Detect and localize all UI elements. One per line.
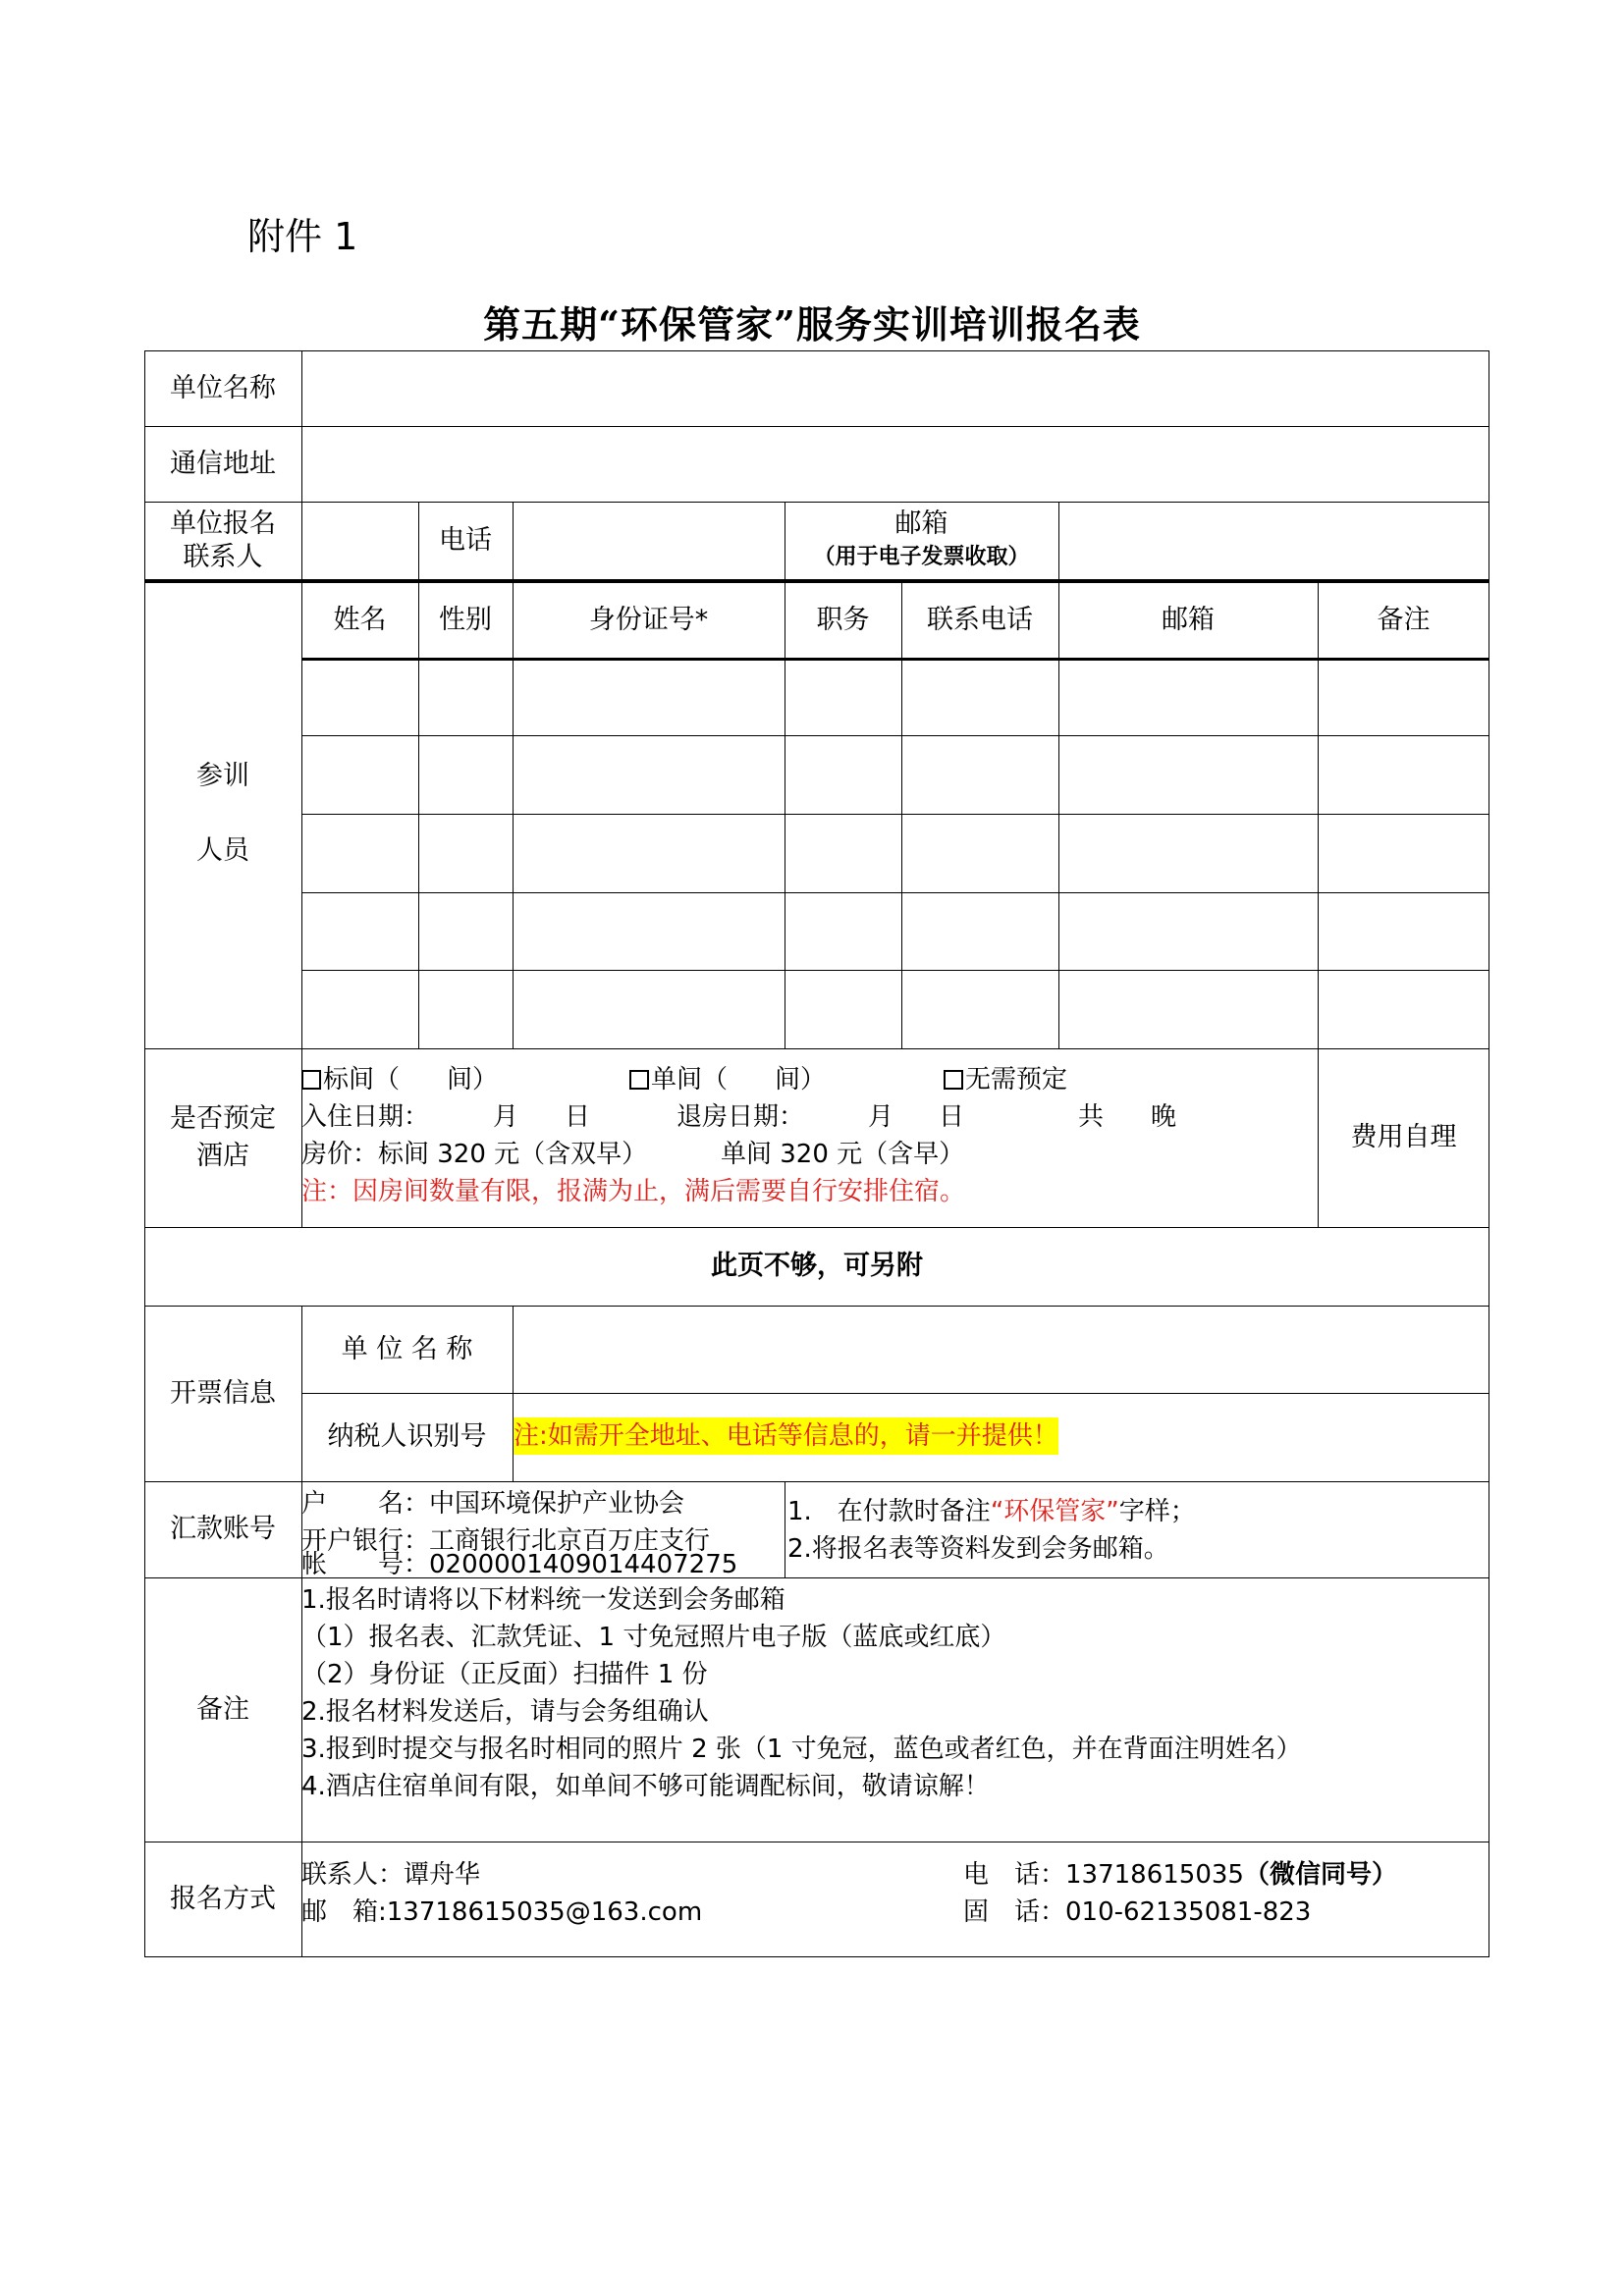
column-header-phone: 联系电话 [927, 605, 1033, 635]
address-field[interactable] [301, 426, 1489, 502]
payment-instruction-2: 2.将报名表等资料发到会务邮箱。 [787, 1534, 1169, 1564]
remark-line: 4.酒店住宿单间有限，如单间不够可能调配标间，敬请谅解！ [301, 1772, 990, 1801]
column-header-position: 职务 [816, 605, 870, 635]
hotel-label [144, 1048, 301, 1227]
standard-room-option[interactable] [301, 1061, 498, 1098]
invoice-unit-name-label: 单 位 名 称 [341, 1333, 473, 1364]
participants-label-line2: 人员 [196, 835, 249, 866]
single-room-option[interactable] [629, 1061, 826, 1098]
checkout-date-label: 退房日期： [677, 1102, 805, 1132]
column-header-email: 邮箱 [1162, 605, 1215, 635]
unit-name-label: 单位名称 [170, 372, 276, 403]
unit-name-field[interactable] [301, 350, 1489, 426]
single-room-checkbox[interactable] [629, 1070, 649, 1090]
remark-line: （2）身份证（正反面）扫描件 1 份 [301, 1660, 708, 1689]
participants-label [144, 579, 301, 1048]
contact-person-field[interactable] [301, 502, 418, 579]
registration-contact: 联系人：谭舟华 [301, 1860, 481, 1890]
phone-field[interactable] [513, 502, 785, 579]
hotel-availability-note: 注：因房间数量有限，报满为止，满后需要自行安排住宿。 [301, 1177, 966, 1206]
taxpayer-id-label: 纳税人识别号 [327, 1421, 487, 1452]
no-booking-checkbox[interactable] [944, 1070, 963, 1090]
remark-line: 2.报名材料发送后，请与会务组确认 [301, 1697, 709, 1727]
instr1-highlight: “环保管家” [990, 1497, 1119, 1526]
table-border-bottom [144, 1956, 1489, 1957]
row-divider [144, 1481, 1489, 1482]
nights-label: 晚 [1151, 1102, 1177, 1132]
total-label: 共 [1078, 1102, 1105, 1132]
checkin-date-label: 入住日期： [301, 1102, 430, 1132]
checkin-month: 月 [493, 1102, 519, 1132]
remittance-label: 汇款账号 [170, 1514, 276, 1544]
account-number: 帐 号：0200001409014407275 [301, 1550, 738, 1579]
room-price-standard: 房价：标间 320 元（含双早） [301, 1140, 648, 1169]
registration-label: 报名方式 [170, 1883, 276, 1914]
hotel-label-line2: 酒店 [196, 1141, 249, 1171]
checkin-day: 日 [565, 1102, 591, 1132]
registration-landline: 固 话：010-62135081-823 [963, 1897, 1312, 1927]
email-label [785, 502, 1058, 579]
taxpayer-info-note: 注:如需开全地址、电话等信息的，请一并提供！ [514, 1417, 1058, 1455]
email-label-text: 邮箱 [894, 507, 948, 539]
address-label: 通信地址 [170, 448, 276, 479]
form-title: 第五期“环保管家”服务实训培训报名表 [483, 302, 1141, 347]
contact-label-line2: 联系人 [183, 541, 263, 572]
standard-room-label: 标间（ [323, 1065, 401, 1095]
invoice-unit-name-field[interactable] [513, 1306, 1489, 1393]
wechat-same-note: （微信同号） [1243, 1860, 1397, 1890]
column-header-name: 姓名 [333, 605, 387, 635]
account-name: 户 名：中国环境保护产业协会 [301, 1489, 685, 1519]
phone-label: 电话 [439, 524, 492, 556]
standard-room-checkbox[interactable] [301, 1070, 321, 1090]
attachment-label: 附件 1 [247, 215, 358, 258]
column-header-gender: 性别 [439, 605, 492, 635]
registration-phone [963, 1856, 1397, 1894]
room-price-single: 单间 320 元（含早） [721, 1140, 965, 1169]
registration-email[interactable]: 邮 箱:13718615035@163.com [301, 1897, 703, 1927]
extra-page-note: 此页不够，可另附 [711, 1251, 923, 1281]
participants-label-line1: 参训 [196, 761, 249, 791]
standard-room-unit: 间） [447, 1065, 499, 1095]
single-room-unit: 间） [775, 1065, 827, 1095]
registration-form-table [144, 350, 1489, 1957]
instr1-prefix: 1. 在付款时备注 [787, 1497, 991, 1526]
checkout-month: 月 [868, 1102, 894, 1132]
no-booking-option[interactable] [944, 1061, 1067, 1098]
single-room-label: 单间（ [651, 1065, 729, 1095]
remark-line: （1）报名表、汇款凭证、1 寸免冠照片电子版（蓝底或红底） [301, 1623, 1006, 1652]
email-field[interactable] [1058, 502, 1489, 579]
invoice-label: 开票信息 [170, 1377, 276, 1409]
hotel-label-line1: 是否预定 [170, 1103, 276, 1134]
remark-line: 3.报到时提交与报名时相同的照片 2 张（1 寸免冠，蓝色或者红色，并在背面注明姓名） [301, 1735, 1302, 1764]
checkout-day: 日 [939, 1102, 965, 1132]
no-booking-label: 无需预定 [965, 1065, 1068, 1095]
registration-phone-number: 电 话：13718615035 [963, 1860, 1244, 1890]
payment-instruction-1 [787, 1493, 1196, 1530]
participant-rows-area[interactable] [301, 661, 1489, 1048]
remarks-label: 备注 [196, 1693, 249, 1725]
contact-label-line1: 单位报名 [170, 507, 276, 539]
column-header-id-number: 身份证号* [588, 605, 709, 635]
instr1-suffix: 字样； [1118, 1497, 1196, 1526]
contact-person-label [144, 502, 301, 579]
remark-line: 1.报名时请将以下材料统一发送到会务邮箱 [301, 1585, 785, 1615]
bank-name: 开户银行：工商银行北京百万庄支行 [301, 1526, 711, 1556]
email-invoice-note: （用于电子发票收取） [813, 544, 1030, 569]
fee-self-paid: 费用自理 [1350, 1122, 1457, 1152]
column-header-remarks: 备注 [1377, 605, 1431, 635]
row-divider [144, 1048, 1489, 1049]
